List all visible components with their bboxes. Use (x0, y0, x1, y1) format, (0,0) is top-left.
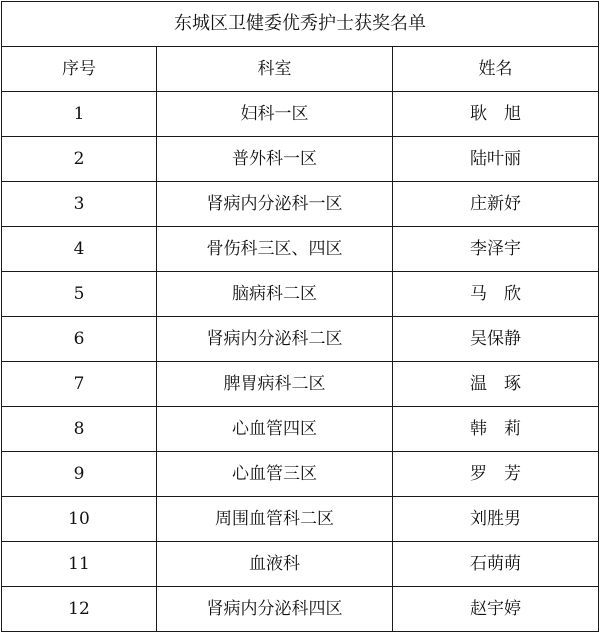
table-row (2, 92, 599, 137)
header-number: 序号 (2, 47, 157, 92)
cell-number: 4 (2, 227, 157, 272)
cell-department: 肾病内分泌科一区 (157, 182, 393, 227)
table-row (2, 362, 599, 407)
table-row (2, 542, 599, 587)
cell-number: 10 (2, 497, 157, 542)
table-row (2, 407, 599, 452)
award-list-table (1, 1, 599, 632)
cell-number: 6 (2, 317, 157, 362)
cell-department: 脑病科二区 (157, 272, 393, 317)
cell-department: 肾病内分泌科四区 (157, 587, 393, 632)
cell-department: 心血管四区 (157, 407, 393, 452)
header-department: 科室 (157, 47, 393, 92)
cell-department: 普外科一区 (157, 137, 393, 182)
cell-number: 12 (2, 587, 157, 632)
cell-number: 1 (2, 92, 157, 137)
header-name: 姓名 (393, 47, 599, 92)
title-row (2, 2, 599, 47)
cell-name: 吴保静 (393, 317, 599, 362)
table-row (2, 317, 599, 362)
cell-name: 罗 芳 (393, 452, 599, 497)
cell-department: 妇科一区 (157, 92, 393, 137)
table-row (2, 452, 599, 497)
cell-department: 肾病内分泌科二区 (157, 317, 393, 362)
table-row (2, 227, 599, 272)
cell-number: 2 (2, 137, 157, 182)
cell-number: 5 (2, 272, 157, 317)
header-row (2, 47, 599, 92)
cell-name: 刘胜男 (393, 497, 599, 542)
table-row (2, 497, 599, 542)
table-body (2, 2, 599, 632)
table-row (2, 272, 599, 317)
cell-number: 9 (2, 452, 157, 497)
cell-number: 8 (2, 407, 157, 452)
cell-name: 陆叶丽 (393, 137, 599, 182)
cell-department: 周围血管科二区 (157, 497, 393, 542)
table-row (2, 137, 599, 182)
cell-name: 庄新妤 (393, 182, 599, 227)
cell-number: 11 (2, 542, 157, 587)
table-row (2, 182, 599, 227)
cell-number: 3 (2, 182, 157, 227)
cell-name: 韩 莉 (393, 407, 599, 452)
cell-name: 马 欣 (393, 272, 599, 317)
cell-name: 赵宇婷 (393, 587, 599, 632)
cell-department: 心血管三区 (157, 452, 393, 497)
cell-name: 石萌萌 (393, 542, 599, 587)
cell-department: 骨伤科三区、四区 (157, 227, 393, 272)
cell-department: 血液科 (157, 542, 393, 587)
cell-number: 7 (2, 362, 157, 407)
cell-name: 李泽宇 (393, 227, 599, 272)
cell-department: 脾胃病科二区 (157, 362, 393, 407)
table-title: 东城区卫健委优秀护士获奖名单 (2, 2, 599, 47)
cell-name: 耿 旭 (393, 92, 599, 137)
table-row (2, 587, 599, 632)
cell-name: 温 琢 (393, 362, 599, 407)
